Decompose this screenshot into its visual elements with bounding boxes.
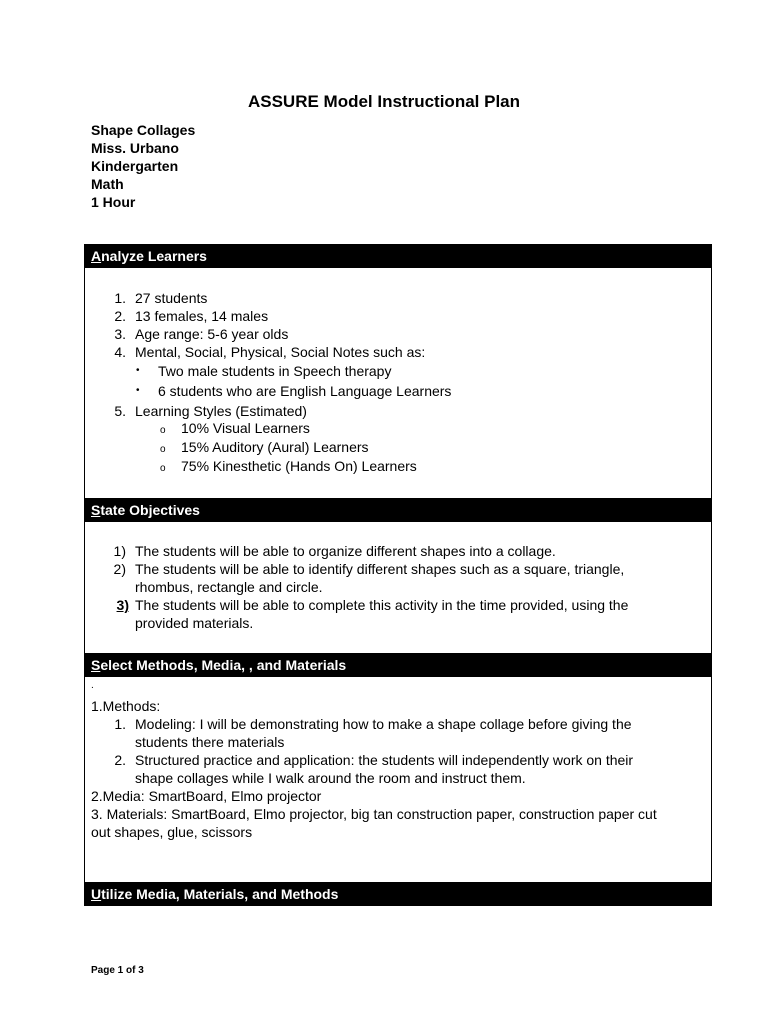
objective-item-continued: rhombus, rectangle and circle.: [135, 579, 323, 595]
objective-item-continued: provided materials.: [135, 615, 254, 631]
list-number: 1.: [114, 290, 126, 306]
header-text: tate Objectives: [100, 502, 200, 518]
page-number: Page 1 of 3: [91, 965, 144, 976]
circle-bullet-icon: o: [160, 463, 166, 474]
header-initial: S: [91, 657, 101, 673]
bullet-icon: •: [136, 365, 140, 376]
materials-line: 3. Materials: SmartBoard, Elmo projector, big tan construction paper, construction paper cut: [91, 806, 657, 822]
sub-list-item: 15% Auditory (Aural) Learners: [181, 439, 369, 455]
subject: Math: [91, 176, 124, 192]
list-item: 27 students: [135, 290, 208, 306]
duration: 1 Hour: [91, 194, 136, 210]
methods-label: 1.Methods:: [91, 698, 161, 714]
page-title: ASSURE Model Instructional Plan: [247, 92, 521, 111]
list-number: 3): [116, 597, 129, 613]
teacher-name: Miss. Urbano: [91, 140, 179, 156]
header-text: tilize Media, Materials, and Methods: [101, 886, 339, 902]
utilize-media-header: [84, 882, 712, 906]
list-number: 5.: [114, 403, 126, 419]
header-initial: A: [91, 248, 102, 264]
materials-line-continued: out shapes, glue, scissors: [91, 824, 253, 840]
header-text: nalyze Learners: [101, 248, 207, 264]
sub-list-item: 75% Kinesthetic (Hands On) Learners: [181, 458, 417, 474]
state-objectives-header: [84, 498, 712, 522]
list-item: Learning Styles (Estimated): [135, 403, 307, 419]
analyze-learners-header: [84, 244, 712, 268]
list-number: 1.: [114, 716, 126, 732]
header-initial: S: [91, 502, 101, 518]
lesson-topic: Shape Collages: [91, 122, 196, 138]
grade-level: Kindergarten: [91, 158, 179, 174]
list-number: 4.: [114, 344, 126, 360]
sub-list-item: 10% Visual Learners: [181, 420, 310, 436]
list-number: 2): [113, 561, 126, 577]
list-number: 1): [113, 543, 126, 559]
bullet-item: 6 students who are English Language Learners: [158, 383, 452, 399]
circle-bullet-icon: o: [160, 425, 166, 436]
list-number: 2.: [114, 752, 126, 768]
bullet-icon: •: [136, 385, 140, 396]
method-item: Structured practice and application: the students will independently work on their: [135, 752, 634, 768]
bullet-item: Two male students in Speech therapy: [158, 363, 392, 379]
header-text: elect Methods, Media, , and Materials: [100, 657, 347, 673]
select-methods-header: [84, 653, 712, 677]
objective-item: The students will be able to complete this activity in the time provided, using the: [135, 597, 629, 613]
media-line: 2.Media: SmartBoard, Elmo projector: [91, 788, 322, 804]
list-item: Mental, Social, Physical, Social Notes such as:: [135, 344, 426, 360]
objective-item: The students will be able to organize different shapes into a collage.: [135, 543, 556, 559]
method-item-continued: shape collages while I walk around the room and instruct them.: [135, 770, 526, 786]
list-item: Age range: 5-6 year olds: [135, 326, 289, 342]
list-number: 2.: [114, 308, 126, 324]
method-item-continued: students there materials: [135, 734, 285, 750]
objective-item: The students will be able to identify different shapes such as a square, triangle,: [135, 561, 625, 577]
list-item: 13 females, 14 males: [135, 308, 269, 324]
list-number: 3.: [114, 326, 126, 342]
method-item: Modeling: I will be demonstrating how to make a shape collage before giving the: [135, 716, 632, 732]
stray-dot: .: [91, 680, 94, 691]
header-initial: U: [91, 886, 102, 902]
lesson-info: [91, 121, 195, 211]
circle-bullet-icon: o: [160, 444, 166, 455]
